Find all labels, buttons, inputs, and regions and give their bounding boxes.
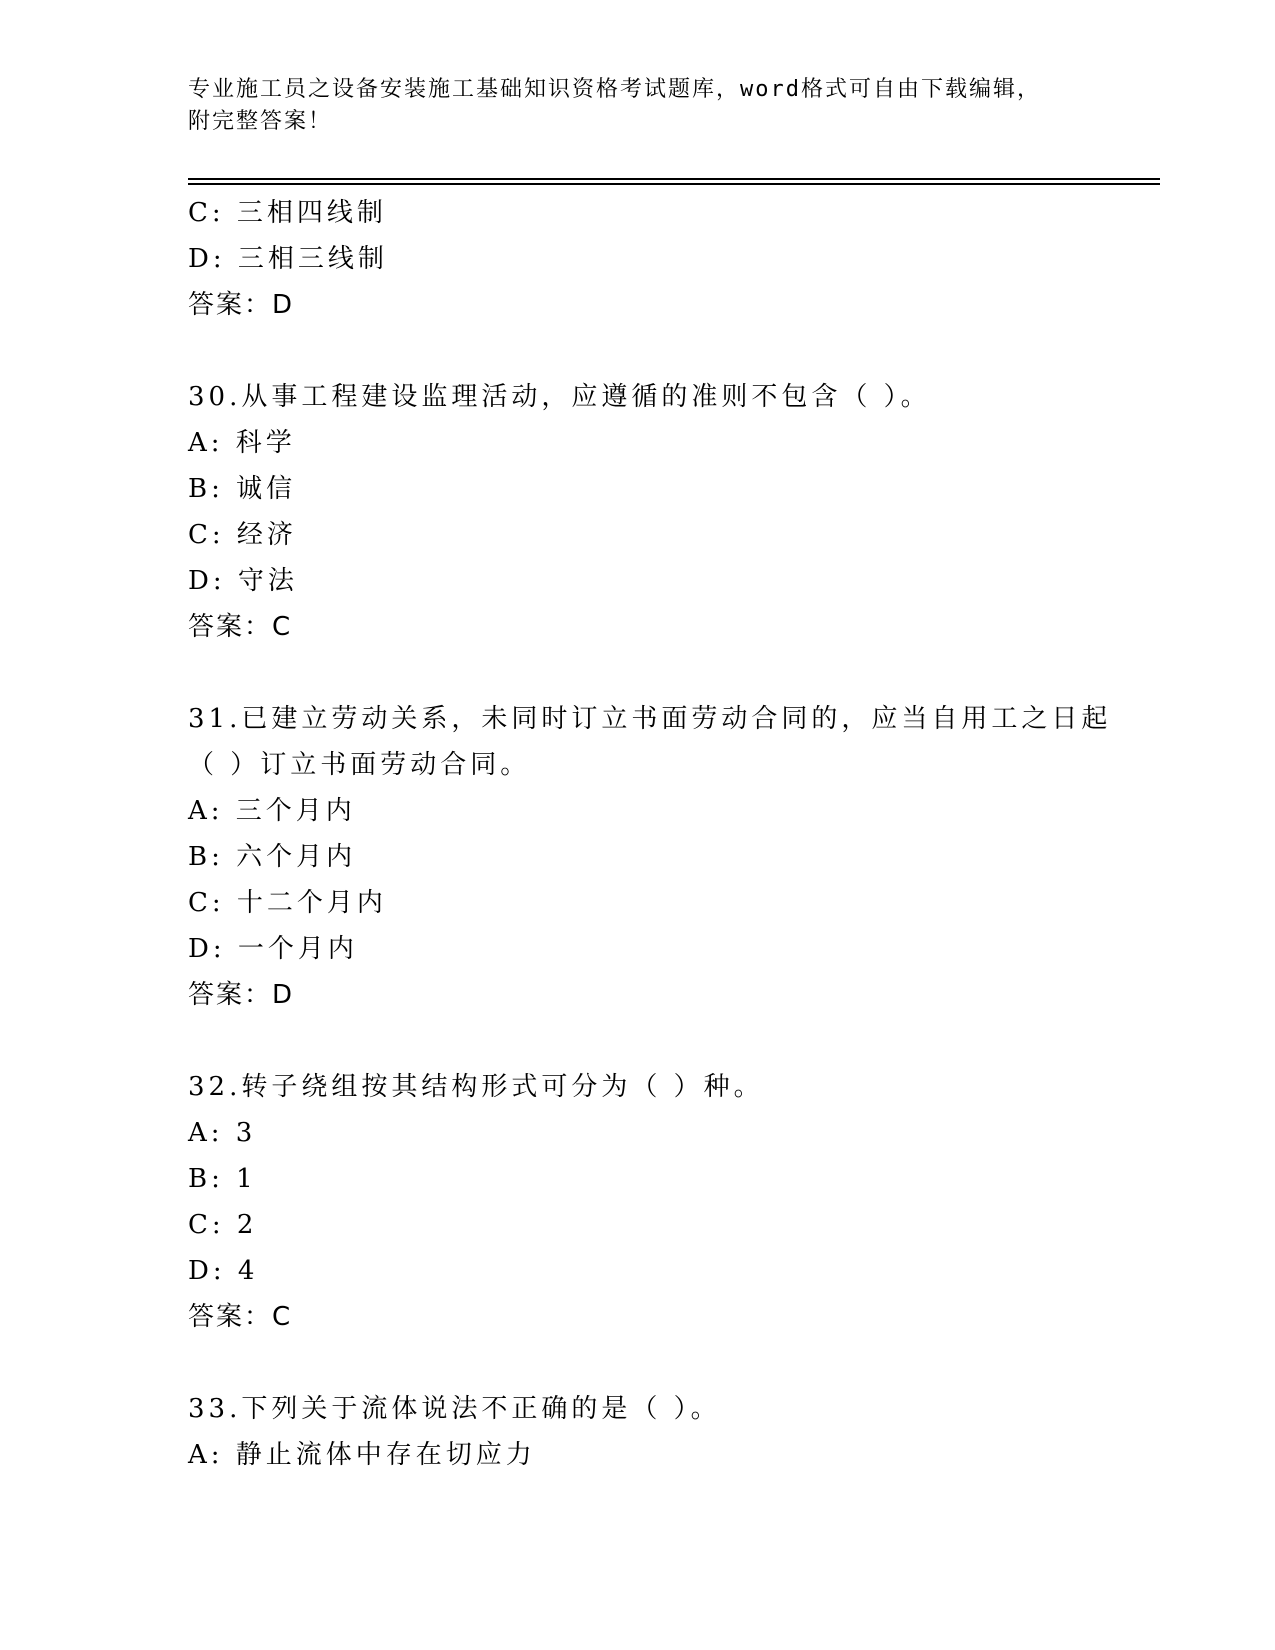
option-c: C: 十二个月内 (188, 888, 387, 918)
option-c: C: 三相四线制 (188, 198, 387, 228)
header-line-2: 附完整答案！ (188, 109, 333, 134)
document-header (188, 74, 1068, 138)
question-text-line-1: 31.已建立劳动关系，未同时订立书面劳动合同的，应当自用工之日起 (188, 704, 1112, 734)
question-33 (188, 1386, 1128, 1478)
header-rule-bottom (188, 183, 1160, 185)
question-32 (188, 1064, 1128, 1340)
option-c: C: 2 (188, 1210, 258, 1240)
spacer (188, 1340, 1128, 1386)
option-c: C: 经济 (188, 520, 297, 550)
question-list (188, 190, 1128, 1478)
answer-label: 答案：D (188, 980, 295, 1010)
option-d: D: 三相三线制 (188, 244, 388, 274)
question-text: 33.下列关于流体说法不正确的是（ ）。 (188, 1394, 721, 1424)
option-a: A: 科学 (188, 428, 296, 458)
option-b: B: 1 (188, 1164, 257, 1194)
spacer (188, 1018, 1128, 1064)
answer-label: 答案：C (188, 1302, 293, 1332)
question-30 (188, 374, 1128, 650)
option-a: A: 三个月内 (188, 796, 356, 826)
header-rule-top (188, 178, 1160, 180)
question-29-tail (188, 190, 1128, 328)
answer-label: 答案：C (188, 612, 293, 642)
option-a: A: 3 (188, 1118, 257, 1148)
answer-label: 答案：D (188, 290, 295, 320)
question-31 (188, 696, 1128, 1018)
option-d: D: 4 (188, 1256, 259, 1286)
option-d: D: 守法 (188, 566, 298, 596)
option-b: B: 诚信 (188, 474, 297, 504)
option-b: B: 六个月内 (188, 842, 357, 872)
option-a: A: 静止流体中存在切应力 (188, 1440, 536, 1470)
question-text: 30.从事工程建设监理活动，应遵循的准则不包含（ ）。 (188, 382, 931, 412)
spacer (188, 328, 1128, 374)
option-d: D: 一个月内 (188, 934, 358, 964)
question-text-line-2: （ ）订立书面劳动合同。 (188, 750, 531, 780)
question-text: 32.转子绕组按其结构形式可分为（ ）种。 (188, 1072, 764, 1102)
header-line-1: 专业施工员之设备安装施工基础知识资格考试题库，word格式可自由下载编辑， (188, 77, 1041, 102)
spacer (188, 650, 1128, 696)
